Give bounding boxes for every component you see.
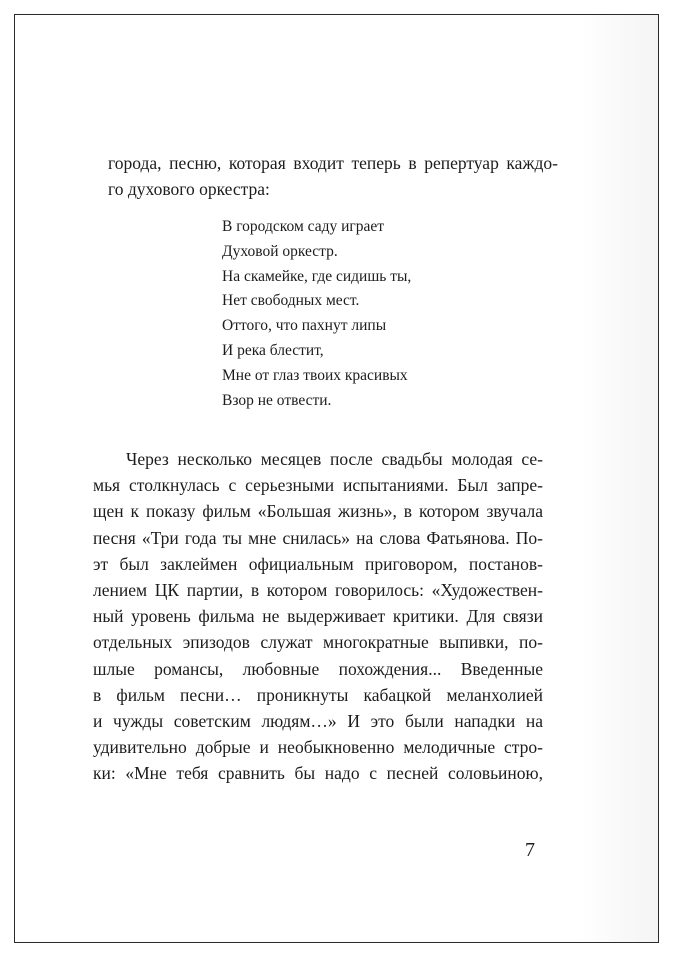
poem-stanza — [222, 215, 411, 413]
body-paragraph — [93, 446, 543, 787]
intro-paragraph — [108, 150, 558, 202]
poem-line: Духовой оркестр. — [222, 242, 338, 260]
text-line: отдельных эпизодов служат многократные выпивки, по- — [93, 632, 543, 653]
page-number: 7 — [525, 839, 535, 861]
text-line: мья столкнулась с серьезными испытаниями. Был запре- — [93, 475, 543, 496]
text-line: песня «Три года ты мне снилась» на слова Фатьянова. По- — [93, 527, 543, 548]
poem-line: Мне от глаз твоих красивых — [222, 366, 408, 384]
text-line: удивительно добрые и необыкновенно мелодичные стро- — [93, 737, 543, 758]
text-line: Через несколько месяцев после свадьбы молодая се- — [126, 449, 543, 469]
poem-line: Взор не отвести. — [222, 391, 332, 409]
poem-line: И река блестит, — [222, 341, 324, 359]
text-line: эт был заклеймен официальным приговором, постанов- — [93, 553, 543, 574]
poem-line: В городском саду играет — [222, 218, 385, 235]
text-line: го духового оркестра: — [108, 179, 270, 200]
poem-line: На скамейке, где сидишь ты, — [222, 267, 412, 285]
text-line: ки: «Мне тебя сравнить бы надо с песней соловьиною, — [93, 763, 543, 784]
text-line: щен к показу фильм «Большая жизнь», в котором звучала — [93, 501, 543, 522]
poem-line: Оттого, что пахнут липы — [222, 317, 387, 335]
text-line: шлые романсы, любовные похождения... Введенные — [93, 658, 543, 679]
text-line: лением ЦК партии, в котором говорилось: «Художествен- — [93, 580, 543, 601]
text-line: города, песню, которая входит теперь в репертуар каждо- — [108, 153, 558, 173]
text-line: в фильм песни… проникнуты кабацкой меланхолией — [93, 684, 543, 705]
text-line: и чужды советским людям…» И это были нападки на — [93, 711, 543, 732]
text-line: ный уровень фильма не выдерживает критики. Для связи — [93, 606, 543, 627]
poem-line: Нет свободных мест. — [222, 292, 360, 310]
